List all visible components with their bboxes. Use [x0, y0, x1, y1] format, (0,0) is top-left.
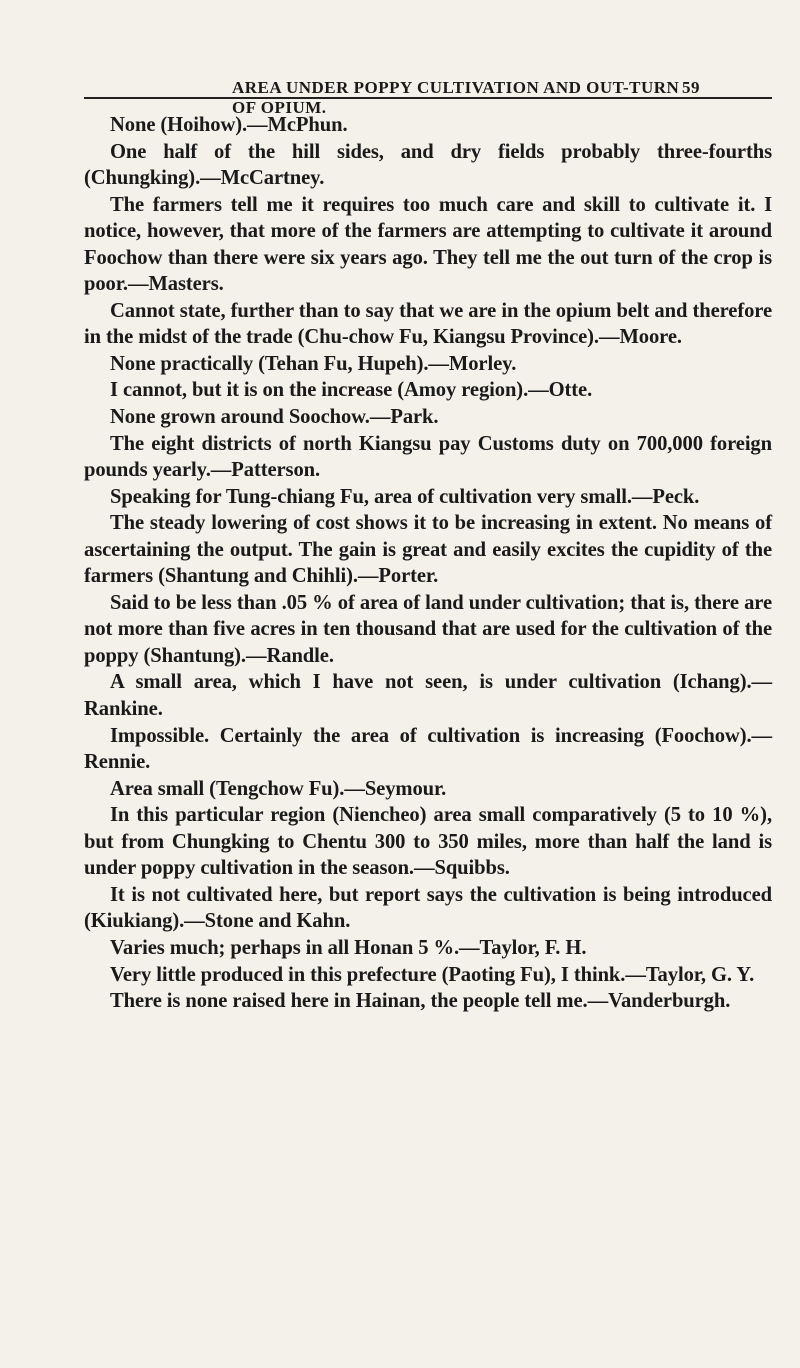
- entry-park: None grown around Soochow.—Park.: [110, 406, 439, 429]
- entry-masters: The farmers tell me it requires too much care and skill to cultivate it. I notice, however, that more of the farmers are attempting to cultivate it around Foochow than there were six years ago. They tell me the out turn of the crop is poor.—Masters.: [84, 193, 772, 296]
- body-text: [84, 112, 772, 1015]
- page-number: 59: [682, 78, 700, 97]
- entry-patterson: The eight districts of north Kiangsu pay Customs duty on 700,000 foreign pounds yearly.—Patterson.: [84, 432, 772, 482]
- entry-peck: Speaking for Tung-chiang Fu, area of cultivation very small.—Peck.: [110, 485, 700, 508]
- entry-morley: None practically (Tehan Fu, Hupeh).—Morley.: [110, 352, 517, 375]
- entry-taylor-gy: Very little produced in this prefecture (Paoting Fu), I think.—Taylor, G. Y.: [110, 963, 755, 986]
- entry-vanderburgh: There is none raised here in Hainan, the people tell me.—Vanderburgh.: [110, 990, 731, 1013]
- entry-moore: Cannot state, further than to say that we are in the opium belt and therefore in the midst of the trade (Chu-chow Fu, Kiangsu Province).—Moore.: [84, 299, 772, 349]
- header-rule: [84, 97, 772, 99]
- entry-taylor-fh: Varies much; perhaps in all Honan 5 %.—Taylor, F. H.: [110, 936, 587, 959]
- entry-otte: I cannot, but it is on the increase (Amoy region).—Otte.: [110, 379, 593, 402]
- entry-rennie: Impossible. Certainly the area of cultivation is increasing (Foochow).—Rennie.: [84, 724, 772, 774]
- entry-stone-kahn: It is not cultivated here, but report says the cultivation is being introduced (Kiukiang).—Stone and Kahn.: [84, 883, 772, 933]
- entry-rankine: A small area, which I have not seen, is under cultivation (Ichang).—Rankine.: [84, 671, 772, 721]
- entry-squibbs: In this particular region (Niencheo) area small comparatively (5 to 10 %), but from Chungking to Chentu 300 to 350 miles, more than half the land is under poppy cultivation in the season.—Squibbs.: [84, 804, 772, 880]
- entry-porter: The steady lowering of cost shows it to be increasing in extent. No means of ascertaining the output. The gain is great and easily excites the cupidity of the farmers (Shantung and Chihli).—Porter.: [84, 512, 772, 588]
- entry-randle: Said to be less than .05 % of area of land under cultivation; that is, there are not more than five acres in ten thousand that are used for the cultivation of the poppy (Shantung).—Randle.: [84, 591, 772, 667]
- entry-mccartney: One half of the hill sides, and dry fields probably three-fourths (Chungking).—McCartney.: [84, 140, 772, 190]
- entry-seymour: Area small (Tengchow Fu).—Seymour.: [110, 777, 447, 800]
- running-title: AREA UNDER POPPY CULTIVATION AND OUT-TURN OF OPIUM.: [232, 78, 680, 117]
- entry-mcphun: None (Hoihow).—McPhun.: [110, 114, 348, 136]
